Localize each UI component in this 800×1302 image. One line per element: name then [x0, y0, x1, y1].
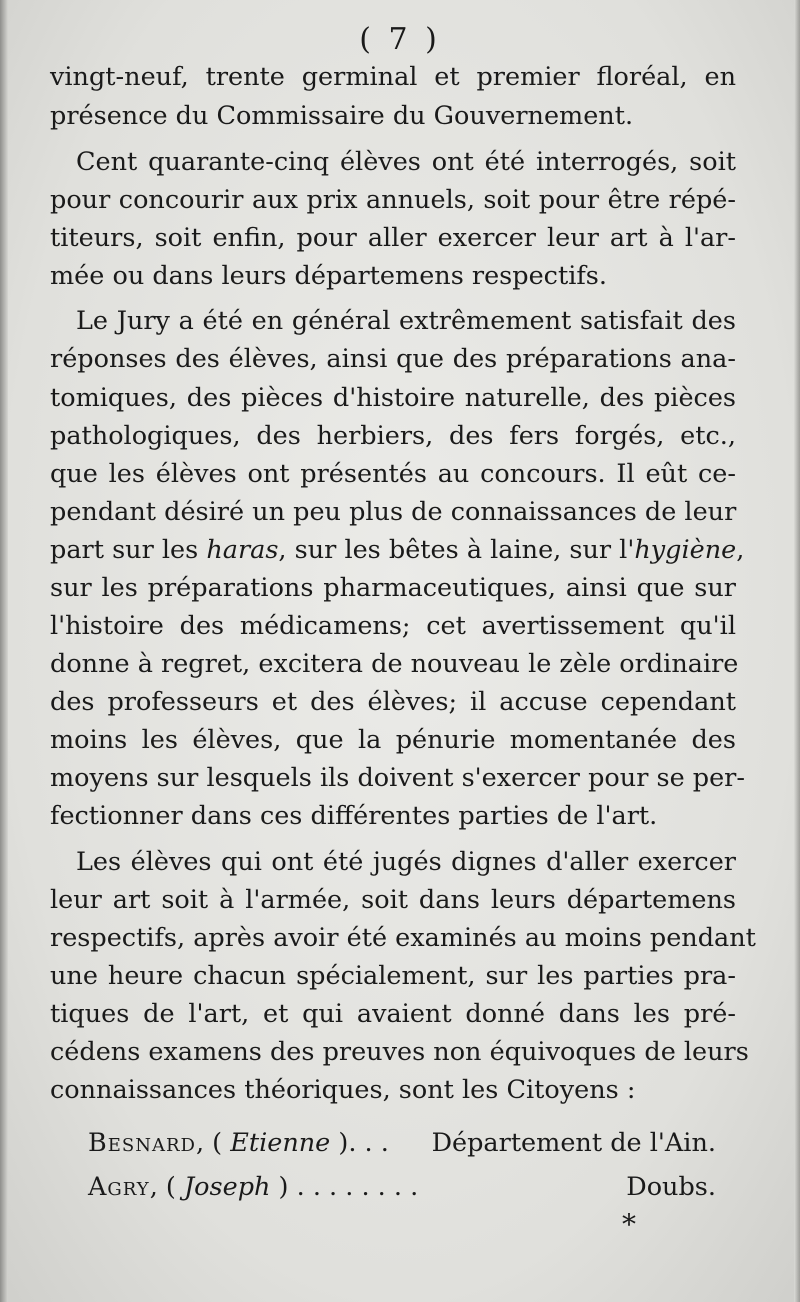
- first-name: Etienne: [230, 1128, 331, 1158]
- text-line: cédens examens des preuves non équivoques de leurs: [50, 1037, 749, 1067]
- text-line: que les élèves ont présentés au concours. Il eût ce-: [50, 459, 736, 489]
- page-number: ( 7 ): [359, 22, 441, 57]
- italic-hygiene: hygiène: [634, 535, 737, 565]
- text-line: pour concourir aux prix annuels, soit pour être répé-: [50, 185, 736, 215]
- text-line: Cent quarante-cinq élèves ont été interrogés, soit: [76, 147, 736, 177]
- text-line: tomiques, des pièces d'histoire naturelle, des pièces: [50, 383, 736, 413]
- text-line: tiques de l'art, et qui avaient donné dans les pré-: [50, 999, 736, 1029]
- surname: Besnard: [88, 1128, 196, 1158]
- list-item: Besnard, ( Etienne ). . . Département de l'Ain.: [88, 1128, 716, 1158]
- text-line: moyens sur lesquels ils doivent s'exercer pour se per-: [50, 763, 745, 793]
- first-name: Joseph: [183, 1172, 271, 1202]
- text-line: sur les préparations pharmaceutiques, ainsi que sur: [50, 573, 736, 603]
- text-line: une heure chacun spécialement, sur les parties pra-: [50, 961, 736, 991]
- text-line: fectionner dans ces différentes parties de l'art.: [50, 801, 658, 831]
- text-line: Les élèves qui ont été jugés dignes d'aller exercer: [76, 847, 736, 877]
- text-line: pathologiques, des herbiers, des fers forgés, etc.,: [50, 421, 736, 451]
- text-line-haras: part sur les haras, sur les bêtes à laine, sur l'hygiène,: [50, 535, 745, 565]
- text-line: moins les élèves, que la pénurie momentanée des: [50, 725, 736, 755]
- text-line: Le Jury a été en général extrêmement satisfait des: [76, 306, 736, 336]
- text-line: respectifs, après avoir été examinés au moins pendant: [50, 923, 756, 953]
- text-line: mée ou dans leurs départemens respectifs.: [50, 261, 607, 291]
- text-line: leur art soit à l'armée, soit dans leurs départemens: [50, 885, 736, 915]
- leader-dots: . . . . . . . .: [288, 1172, 419, 1202]
- text-line: titeurs, soit enfin, pour aller exercer leur art à l'ar-: [50, 223, 736, 253]
- department: Département de l'Ain.: [431, 1128, 716, 1158]
- text-line: connaissances théoriques, sont les Citoyens :: [50, 1075, 636, 1105]
- text-line: des professeurs et des élèves; il accuse cependant: [50, 687, 736, 717]
- italic-haras: haras: [206, 535, 279, 565]
- surname: Agry: [88, 1172, 150, 1202]
- department: Doubs.: [626, 1172, 716, 1202]
- list-item: Agry, ( Joseph ) . . . . . . . . Doubs.: [88, 1172, 716, 1202]
- text-line: réponses des élèves, ainsi que des préparations ana-: [50, 344, 736, 374]
- text-line: donne à regret, excitera de nouveau le zèle ordinaire: [50, 649, 739, 679]
- text-line: présence du Commissaire du Gouvernement.: [50, 101, 634, 131]
- text-line: l'histoire des médicamens; cet avertissement qu'il: [50, 611, 736, 641]
- leader-dots: . .: [356, 1128, 389, 1158]
- text-line: pendant désiré un peu plus de connaissances de leur: [50, 497, 737, 527]
- signature-mark: *: [622, 1208, 636, 1241]
- text-line: vingt-neuf, trente germinal et premier floréal, en: [50, 62, 736, 92]
